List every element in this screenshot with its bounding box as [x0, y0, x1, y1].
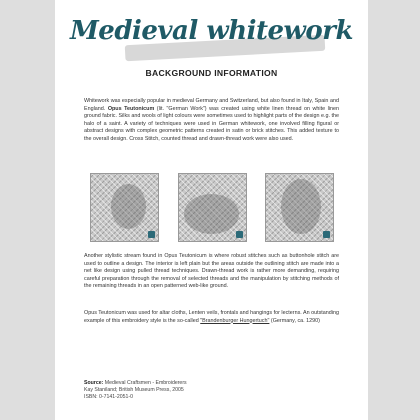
- paragraph-intro: [84, 98, 339, 144]
- paragraph-styles: Another stylistic stream found in Opus Teutonicum is where robust stitches such as buttonhole stitch are used to outline a design. The interior is left plain but the areas outside the outlining stitch are made into a net like design using pulled thread techniques. Drawn-thread work is rather more demanding, requiring careful preparation through the removal of selected threads and the manipulation by stitching methods of the remaining threads in an open patterned web-like ground.: [84, 253, 339, 290]
- source-line-2: Kay Staniland; British Museum Press, 2005: [84, 386, 184, 393]
- uses-text-c: (Germany, ca. 1290): [269, 317, 320, 324]
- image-1-badge-icon: [148, 231, 155, 238]
- brandenburger-link[interactable]: "Brandenburger Hungertuch": [200, 317, 270, 324]
- embroidery-image-2: [178, 173, 247, 242]
- source-title: Medieval Craftsmen - Embroiderers: [103, 380, 187, 386]
- source-line-1: [84, 380, 339, 387]
- paragraph-uses: [84, 310, 339, 325]
- source-line-3: ISBN: 0-7141-2051-0: [84, 393, 134, 400]
- embroidery-image-3: [265, 173, 334, 242]
- intro-term: Opus Teutonicum: [107, 105, 155, 112]
- section-heading: BACKGROUND INFORMATION: [145, 68, 278, 78]
- document-page: [55, 0, 368, 420]
- uses-text-a: Opus Teutonicum was used for altar cloths, Lenten veils, frontals and hangings for lecterns. An outstanding example of this embroidery style is the so-called: [84, 310, 339, 324]
- source-label: Source:: [84, 380, 104, 386]
- image-3-badge-icon: [323, 231, 330, 238]
- image-1-figure: [111, 184, 146, 229]
- image-2-figure: [184, 194, 239, 234]
- image-3-figure: [281, 179, 321, 234]
- intro-text-c: (lit. "German Work") was created using white linen thread on white linen ground fabric. Silks and wools of light colours were sometimes used to highlight parts of the design e.g. the halo of a saint. A variety of techniques were used in German whitework, one involved filling figural or abstract designs with complex geometric patterns created in satin or brick stitches. This added texture to the overall design. Cross Stitch, counted thread and drawn-thread work were also used.: [84, 105, 340, 142]
- page-title: Medieval whitework: [70, 16, 353, 46]
- title-area: [55, 10, 368, 68]
- embroidery-image-1: [90, 173, 159, 242]
- image-2-badge-icon: [236, 231, 243, 238]
- intro-text-a: Whitework was especially popular in medieval Germany and Switzerland, but also found in Italy, Spain and England.: [84, 98, 339, 112]
- embroidery-images: [90, 173, 340, 243]
- source-citation: [84, 380, 339, 400]
